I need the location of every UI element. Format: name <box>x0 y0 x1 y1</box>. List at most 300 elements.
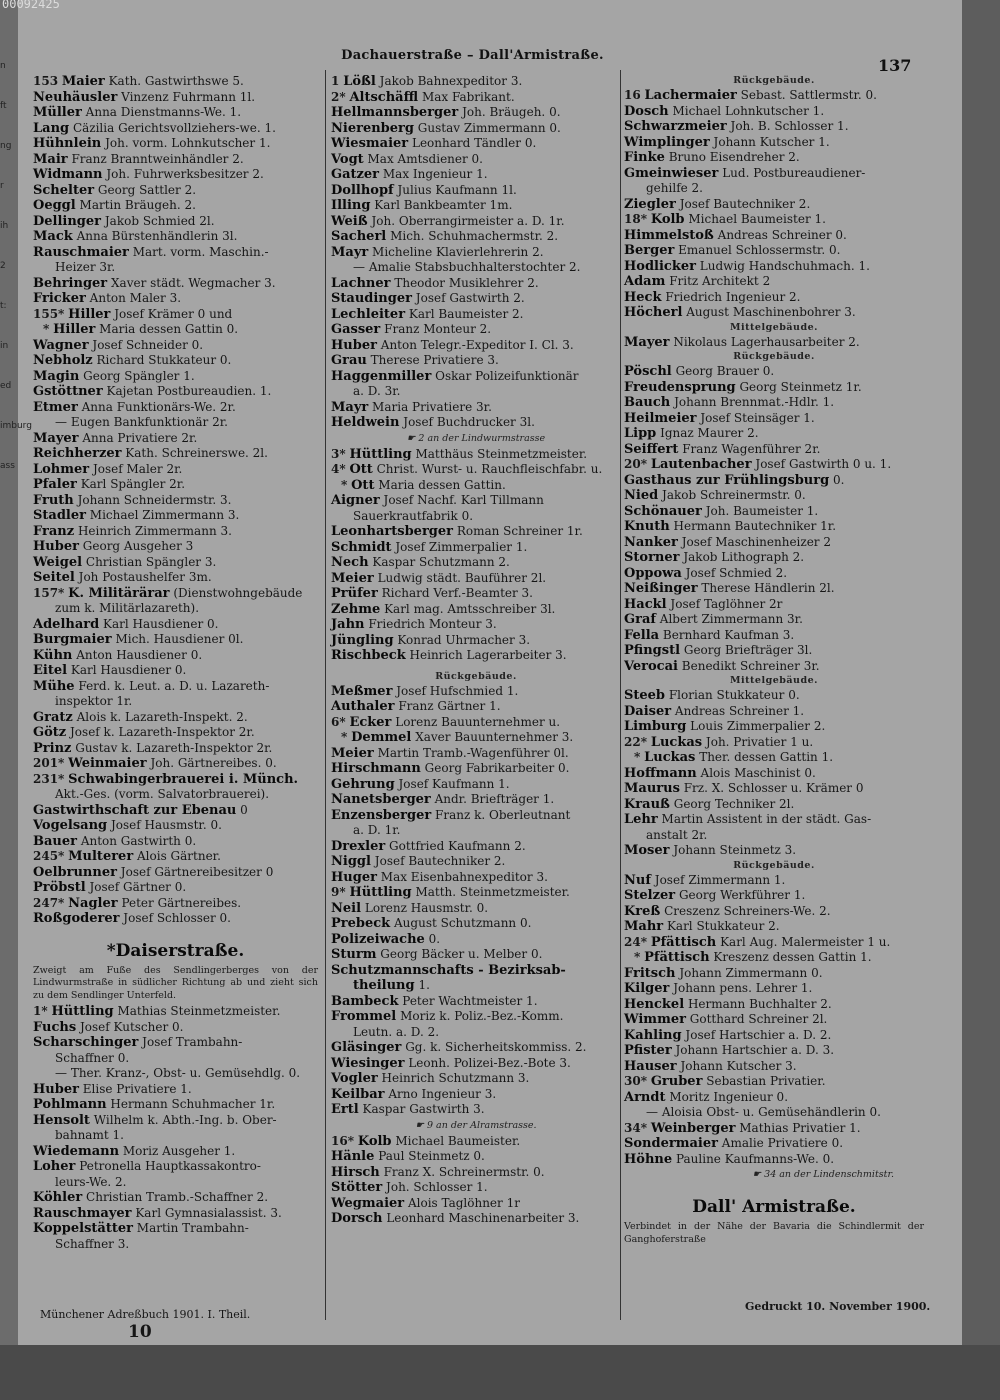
resident-details: Heizer 3r. <box>55 260 116 274</box>
resident-name: Enzensberger <box>331 807 432 823</box>
directory-entry <box>33 1066 318 1082</box>
resident-name: Lang <box>33 120 70 136</box>
directory-entry <box>33 1237 318 1253</box>
house-number: 3* <box>331 446 346 461</box>
resident-details: Bernhard Kaufman 3. <box>662 627 795 642</box>
house-number: * <box>634 950 641 964</box>
resident-details: Bruno Eisendreher 2. <box>668 150 800 164</box>
resident-name: Kilger <box>624 981 670 996</box>
resident-details: Richard Stukkateur 0. <box>96 353 232 367</box>
resident-name: Höcherl <box>624 305 683 320</box>
resident-details: Johann Kutscher 3. <box>680 1058 797 1073</box>
directory-entry <box>624 119 924 135</box>
resident-details: Petronella Hauptkassakontro- <box>79 1159 261 1173</box>
directory-entry <box>624 1136 924 1152</box>
resident-name: Weiß <box>331 213 368 229</box>
directory-entry <box>33 555 318 571</box>
resident-name: Mayr <box>331 399 369 415</box>
resident-name: Keilbar <box>331 1086 385 1102</box>
resident-name: Ecker <box>349 714 392 730</box>
resident-details: Ludwig Handschuhmach. 1. <box>699 258 870 273</box>
resident-name: Prüfer <box>331 586 378 601</box>
resident-details: Joh. Baumeister 1. <box>705 503 819 518</box>
resident-name: Weinmaier <box>68 756 147 771</box>
directory-entry <box>33 229 318 245</box>
directory-entry <box>624 243 924 259</box>
resident-name: Fritsch <box>624 965 676 981</box>
directory-entry <box>33 725 318 741</box>
resident-name: Bauer <box>33 833 77 849</box>
resident-name: Vogler <box>331 1071 378 1086</box>
directory-entry <box>33 880 318 896</box>
resident-name: Nagler <box>68 895 118 911</box>
resident-name: Kolb <box>357 1133 392 1149</box>
resident-details: Maria Privatiere 3r. <box>372 399 492 414</box>
resident-details: Frz. X. Schlosser u. Krämer 0 <box>683 781 864 795</box>
resident-name: Hirsch <box>331 1164 380 1180</box>
directory-entry <box>331 839 621 855</box>
resident-details: Georg Werkführer 1. <box>678 888 806 902</box>
resident-details: Georg Ausgeher 3 <box>82 539 194 553</box>
resident-details: Josef Schneider 0. <box>92 337 204 352</box>
resident-details: Franz Gärtner 1. <box>398 699 501 713</box>
resident-details: Michael Baumeister. <box>395 1133 521 1148</box>
resident-name: Ertl <box>331 1102 359 1117</box>
directory-entry <box>331 338 621 354</box>
house-number: 2* <box>331 89 346 104</box>
directory-entry <box>624 1059 924 1075</box>
directory-entry <box>331 136 621 152</box>
resident-details: Michael Lohnkutscher 1. <box>672 103 825 118</box>
resident-name: Pfister <box>624 1043 672 1058</box>
resident-details: Franz Branntweinhändler 2. <box>71 151 244 166</box>
resident-details: Joh. Bräugeh. 0. <box>462 105 561 119</box>
resident-name: Gstöttner <box>33 384 103 399</box>
house-number: 157* <box>33 585 65 600</box>
directory-entry <box>33 1035 318 1051</box>
resident-details: Andreas Schreiner 0. <box>717 227 847 242</box>
resident-details: Jakob Bahnexpeditor 3. <box>379 74 523 88</box>
directory-entry <box>331 1009 621 1025</box>
directory-entry <box>624 1121 924 1137</box>
resident-details: Ferd. k. Leut. a. D. u. Lazareth- <box>78 678 270 693</box>
resident-details: Josef Gärtnereibesitzer 0 <box>120 864 274 879</box>
resident-name: Wimplinger <box>624 134 710 150</box>
resident-details: Jakob Schreinermstr. 0. <box>662 488 806 502</box>
directory-entry <box>624 1074 924 1090</box>
resident-name: Hodlicker <box>624 258 696 274</box>
resident-details: Josef Kutscher 0. <box>79 1019 184 1034</box>
resident-details: Kajetan Postbureaudien. 1. <box>106 384 272 398</box>
directory-entry <box>331 746 621 762</box>
resident-details: Friedrich Monteur 3. <box>368 617 497 631</box>
resident-name: Franz <box>33 523 75 539</box>
resident-name: Authaler <box>331 699 395 714</box>
resident-name: Luckas <box>644 750 696 765</box>
directory-entry <box>331 1056 621 1072</box>
resident-details: Joh. Schlosser 1. <box>386 1180 488 1194</box>
resident-name: Verocai <box>624 658 678 674</box>
resident-details: Georg Brauer 0. <box>675 364 775 378</box>
resident-name: Pfättisch <box>650 934 717 950</box>
resident-name: Koppelstätter <box>33 1221 133 1236</box>
house-number: 30* <box>624 1074 647 1088</box>
resident-name: Rauschmaier <box>33 244 129 260</box>
resident-details: Joh. Oberrangirmeister a. D. 1r. <box>371 213 565 228</box>
margin-fragment: r <box>0 181 4 191</box>
margin-fragment: in <box>0 341 9 351</box>
resident-name: Heldwein <box>331 415 400 430</box>
directory-entry <box>331 260 621 276</box>
resident-name: Sondermaier <box>624 1136 718 1151</box>
directory-entry <box>624 88 924 104</box>
resident-details: Karl Hausdiener 0. <box>103 616 219 631</box>
resident-details: 1. <box>418 978 430 992</box>
resident-name: Gmeinwieser <box>624 165 719 181</box>
resident-name: Maier <box>61 74 105 89</box>
resident-details: 0 <box>240 802 248 817</box>
resident-name: Adam <box>624 274 666 289</box>
resident-details: Johann Kutscher 1. <box>713 134 830 149</box>
directory-entry <box>33 1128 318 1144</box>
resident-name: Henckel <box>624 996 685 1012</box>
resident-name: Köhler <box>33 1190 83 1205</box>
resident-details: Friedrich Ingenieur 2. <box>665 289 801 304</box>
directory-entry <box>624 166 924 182</box>
directory-entry <box>624 812 924 828</box>
resident-details: Sebastian Privatier. <box>706 1074 826 1088</box>
directory-entry <box>331 1211 621 1227</box>
house-number: * <box>341 730 348 744</box>
directory-entry <box>624 735 924 751</box>
resident-name: Pröbstl <box>33 880 86 895</box>
directory-entry <box>331 715 621 731</box>
resident-name: Nierenberg <box>331 120 414 136</box>
directory-entry <box>331 602 621 618</box>
resident-details: — Amalie Stabsbuchhalterstochter 2. <box>353 260 581 274</box>
directory-entry <box>33 446 318 462</box>
resident-details: Schaffner 3. <box>55 1236 130 1251</box>
directory-entry <box>624 843 924 859</box>
house-number: 20* <box>624 457 647 471</box>
resident-name: Jüngling <box>331 632 394 648</box>
directory-entry <box>331 1071 621 1087</box>
margin-fragment: 2 <box>0 261 6 271</box>
resident-details: Vinzenz Fuhrmann 1l. <box>121 89 256 104</box>
directory-entry <box>624 997 924 1013</box>
resident-name: Seitel <box>33 570 75 585</box>
column-3 <box>624 74 924 1248</box>
resident-details: Joh. B. Schlosser 1. <box>730 119 849 133</box>
directory-entry <box>331 540 621 556</box>
resident-details: Josef Maschinenheizer 2 <box>681 534 831 549</box>
resident-details: Moriz k. Poliz.-Bez.-Komm. <box>400 1009 564 1023</box>
resident-details: Josef Kaufmann 1. <box>398 776 510 791</box>
resident-details: Lud. Postbureaudiener- <box>722 165 866 180</box>
directory-entry <box>33 539 318 555</box>
resident-details: — Eugen Bankfunktionär 2r. <box>55 415 228 429</box>
resident-name: theilung <box>353 978 415 993</box>
directory-entry <box>33 834 318 850</box>
resident-name: Lipp <box>624 426 657 441</box>
resident-details: Georg Spängler 1. <box>83 368 195 383</box>
resident-details: Heinrich Schutzmann 3. <box>381 1071 530 1085</box>
directory-entry <box>624 259 924 275</box>
resident-name: Eitel <box>33 663 68 678</box>
resident-details: Josef Bautechniker 2. <box>374 854 506 868</box>
resident-details: Martin Trambahn- <box>136 1221 249 1235</box>
resident-name: Himmelstoß <box>624 227 714 243</box>
directory-entry <box>33 756 318 772</box>
directory-entry <box>33 865 318 881</box>
resident-name: Sacherl <box>331 229 387 244</box>
directory-entry <box>33 663 318 679</box>
resident-details: Gotthard Schreiner 2l. <box>689 1012 828 1026</box>
resident-name: Pfättisch <box>644 950 710 965</box>
resident-details: Hermann Buchhalter 2. <box>687 996 832 1011</box>
column-rule-1 <box>325 70 326 1320</box>
resident-name: Mair <box>33 151 68 167</box>
resident-details: Julius Kaufmann 1l. <box>397 182 517 197</box>
resident-name: Hüttling <box>349 446 412 462</box>
house-number: 16 <box>624 88 641 102</box>
resident-name: Hühnlein <box>33 136 102 151</box>
resident-name: Stadler <box>33 508 86 523</box>
directory-entry <box>33 1020 318 1036</box>
resident-details: Joh. vorm. Lohnkutscher 1. <box>105 136 271 150</box>
resident-name: Gasser <box>331 322 381 337</box>
directory-entry <box>624 228 924 244</box>
resident-name: Ziegler <box>624 196 676 212</box>
resident-name: K. Militärärar <box>68 585 170 601</box>
directory-entry <box>624 873 924 889</box>
directory-entry <box>331 1025 621 1041</box>
resident-name: Gatzer <box>331 167 380 182</box>
directory-entry <box>331 617 621 633</box>
resident-details: Josef Hausmstr. 0. <box>110 818 222 832</box>
resident-name: Berger <box>624 243 675 258</box>
resident-name: Widmann <box>33 167 103 182</box>
cross-reference-note: ☛ 34 an der Lindenschmitstr. <box>752 1169 894 1180</box>
resident-details: Kath. Schreinerswe. 2l. <box>125 446 268 460</box>
resident-details: Xaver Bauunternehmer 3. <box>415 730 574 744</box>
resident-details: Heinrich Zimmermann 3. <box>77 523 232 538</box>
resident-details: Johann Steinmetz 3. <box>673 843 797 857</box>
resident-name: Sturm <box>331 947 377 962</box>
street-heading: Dall' Armistraße. <box>692 1197 856 1217</box>
resident-details: Karl Hausdiener 0. <box>70 663 187 677</box>
resident-name: Lößl <box>343 74 376 89</box>
resident-name: Bambeck <box>331 993 399 1009</box>
directory-entry <box>624 950 924 966</box>
resident-name: Pfaler <box>33 477 77 492</box>
resident-name: Nech <box>331 555 369 570</box>
house-number: * <box>634 750 641 764</box>
resident-name: Altschäffl <box>349 89 419 105</box>
resident-name: Zehme <box>331 601 381 617</box>
resident-name: Hoffmann <box>624 765 697 781</box>
resident-name: Haggenmiller <box>331 368 432 384</box>
resident-details: Andr. Briefträger 1. <box>434 792 555 806</box>
directory-entry <box>624 1090 924 1106</box>
margin-fragment: ft <box>0 101 7 111</box>
resident-name: Dosch <box>624 103 669 119</box>
resident-name: Wiesmaier <box>331 136 409 151</box>
resident-details: Benedikt Schreiner 3r. <box>681 658 820 673</box>
resident-name: Vogt <box>331 151 364 167</box>
resident-details: Josef Gärtner 0. <box>89 880 187 894</box>
resident-details: Karl Gymnasialassist. 3. <box>135 1205 282 1220</box>
resident-details: Kath. Gastwirthswe 5. <box>108 74 244 88</box>
resident-details: Andreas Schreiner 1. <box>674 703 805 718</box>
resident-name: Graf <box>624 612 656 627</box>
resident-name: Daiser <box>624 703 672 719</box>
resident-details: Alois Taglöhner 1r <box>407 1195 520 1210</box>
resident-details: Wilhelm k. Abth.-Ing. b. Ober- <box>93 1112 277 1127</box>
resident-details: Lorenz Bauunternehmer u. <box>395 714 561 729</box>
resident-details: Leonhard Tändler 0. <box>411 136 537 150</box>
resident-details: Josef Trambahn- <box>142 1035 243 1049</box>
resident-details: Georg Steinmetz 1r. <box>739 379 862 394</box>
directory-entry <box>624 719 924 735</box>
directory-entry <box>331 1165 621 1181</box>
resident-details: Karl Stukkateur 2. <box>666 919 780 933</box>
resident-name: Heilmeier <box>624 410 697 426</box>
directory-entry <box>624 935 924 951</box>
margin-fragment: ass <box>0 461 15 471</box>
directory-entry <box>624 364 924 380</box>
directory-entry <box>33 1190 318 1206</box>
directory-entry <box>331 761 621 777</box>
directory-entry <box>331 854 621 870</box>
directory-entry <box>33 632 318 648</box>
resident-name: Maurus <box>624 781 680 796</box>
directory-entry <box>331 493 621 509</box>
directory-entry <box>624 473 924 489</box>
directory-entry <box>33 1082 318 1098</box>
resident-details: Kreszenz dessen Gattin 1. <box>713 950 872 964</box>
resident-details: Maria dessen Gattin. <box>378 477 506 492</box>
resident-details: Georg Fabrikarbeiter 0. <box>424 761 570 775</box>
resident-name: Wagner <box>33 337 89 353</box>
resident-details: Gustav Zimmermann 0. <box>417 120 561 135</box>
resident-details: Alois Gärtner. <box>137 849 221 863</box>
resident-name: Huber <box>33 1081 79 1097</box>
resident-name: Mayer <box>33 430 79 446</box>
resident-name: Kahling <box>624 1027 682 1043</box>
directory-entry <box>33 570 318 586</box>
resident-details: Josef Schlosser 0. <box>123 911 231 925</box>
resident-name: Schelter <box>33 182 95 198</box>
building-section-heading: Mittelgebäude. <box>730 321 818 333</box>
resident-name: Hüttling <box>51 1004 114 1019</box>
resident-name: Loher <box>33 1159 76 1174</box>
resident-details: Anton Maler 3. <box>89 291 182 305</box>
resident-name: Burgmaier <box>33 632 112 647</box>
resident-details: Therese Händlerin 2l. <box>701 581 835 595</box>
directory-entry <box>331 978 621 994</box>
resident-details: Amalie Privatiere 0. <box>721 1136 844 1150</box>
resident-name: Kühn <box>33 647 73 663</box>
directory-entry <box>33 431 318 447</box>
directory-entry <box>331 121 621 137</box>
resident-details: Moritz Ingenieur 0. <box>669 1089 789 1104</box>
directory-entry <box>33 679 318 695</box>
directory-entry <box>33 353 318 369</box>
directory-entry <box>331 885 621 901</box>
resident-details: Hermann Bautechniker 1r. <box>673 519 837 533</box>
resident-details: Mart. vorm. Maschin.- <box>132 244 269 259</box>
directory-entry <box>331 1040 621 1056</box>
resident-details: — Ther. Kranz-, Obst- u. Gemüsehdlg. 0. <box>55 1066 301 1080</box>
resident-name: Mahr <box>624 919 664 934</box>
resident-details: Sebast. Sattlermstr. 0. <box>740 88 877 102</box>
resident-details: Josef Hufschmied 1. <box>396 683 519 698</box>
directory-entry <box>624 888 924 904</box>
resident-details: Micheline Klavierlehrerin 2. <box>372 244 544 259</box>
resident-name: Lachermaier <box>644 88 737 103</box>
directory-entry <box>624 581 924 597</box>
resident-details: Oskar Polizeifunktionär <box>435 368 579 383</box>
resident-name: Krauß <box>624 796 670 812</box>
directory-entry <box>624 290 924 306</box>
directory-entry <box>331 369 621 385</box>
resident-name: Ott <box>351 477 375 493</box>
resident-name: Hirschmann <box>331 761 421 776</box>
directory-entry <box>33 1221 318 1237</box>
directory-entry <box>624 104 924 120</box>
directory-entry <box>331 183 621 199</box>
resident-details: Josef Steinsäger 1. <box>700 410 815 425</box>
resident-details: Leutn. a. D. 2. <box>353 1024 440 1039</box>
resident-name: Neil <box>331 900 362 916</box>
resident-name: Müller <box>33 105 82 120</box>
margin-fragment: ed <box>0 381 12 391</box>
house-number: 34* <box>624 1120 647 1135</box>
resident-details: Albert Zimmermann 3r. <box>659 612 803 626</box>
resident-details: Johann pens. Lehrer 1. <box>673 981 813 995</box>
directory-entry <box>33 1097 318 1113</box>
resident-name: Drexler <box>331 838 386 854</box>
resident-details: Leonhard Maschinenarbeiter 3. <box>386 1211 580 1225</box>
directory-entry <box>33 198 318 214</box>
directory-entry <box>331 105 621 121</box>
resident-name: Hiller <box>53 322 96 337</box>
building-section-heading: Mittelgebäude. <box>730 675 818 686</box>
house-number: * <box>43 322 50 336</box>
resident-name: Demmel <box>351 730 412 745</box>
resident-name: Prebeck <box>331 916 391 931</box>
resident-details: gehilfe 2. <box>646 181 703 195</box>
resident-details: inspektor 1r. <box>55 694 133 708</box>
resident-name: Huger <box>331 869 377 885</box>
resident-details: Josef Gastwirth 2. <box>415 291 525 305</box>
directory-entry <box>331 1102 621 1118</box>
resident-name: Pöschl <box>624 364 672 379</box>
directory-entry <box>33 896 318 912</box>
resident-name: Ott <box>349 462 373 477</box>
resident-name: Schwabingerbrauerei i. Münch. <box>68 771 299 787</box>
directory-entry <box>331 699 621 715</box>
resident-details: Jakob Schmied 2l. <box>104 213 215 228</box>
resident-name: Niggl <box>331 854 371 869</box>
house-number: 18* <box>624 212 647 226</box>
resident-details: Matth. Steinmetzmeister. <box>415 885 570 899</box>
directory-entry <box>331 1149 621 1165</box>
resident-details: Johann Zimmermann 0. <box>679 965 823 980</box>
resident-name: Behringer <box>33 275 108 291</box>
directory-entry <box>624 597 924 613</box>
